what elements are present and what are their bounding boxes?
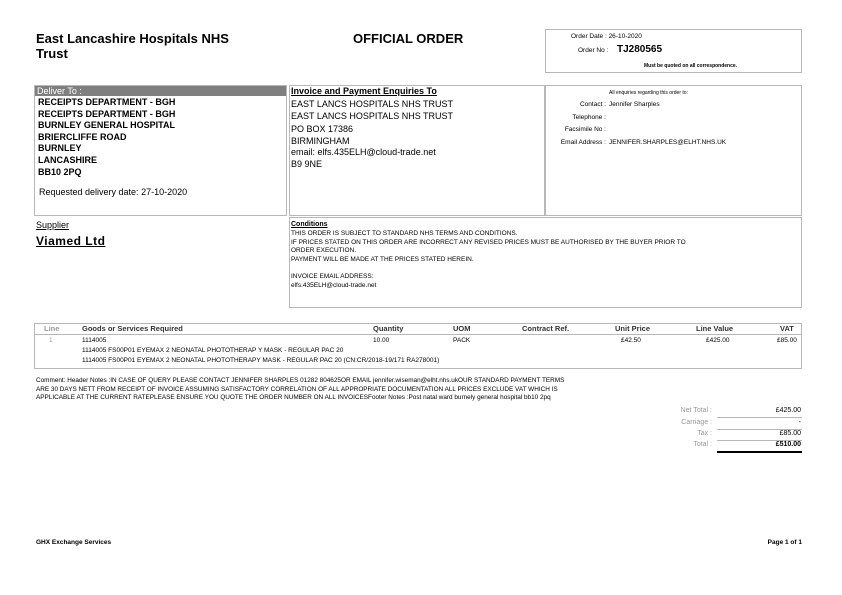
deliver-address	[38, 97, 175, 178]
total-label: Total :	[693, 441, 712, 448]
row-unit-price: £42.50	[621, 337, 641, 344]
supplier-heading: Supplier	[36, 220, 70, 230]
supplier-name: Viamed Ltd	[36, 234, 106, 248]
deliver-to-heading: Deliver To :	[37, 86, 82, 96]
col-unit-price: Unit Price	[615, 324, 651, 333]
conditions-heading: Conditions	[291, 221, 328, 228]
conditions-line	[291, 264, 686, 273]
contact-label: Contact :	[579, 101, 606, 108]
row-item-code: 1114005	[82, 337, 107, 344]
col-line-value: Line Value	[696, 324, 734, 333]
col-contract: Contract Ref.	[522, 324, 570, 333]
table-header-row	[35, 324, 801, 335]
order-date: Order Date : 26-10-2020	[571, 33, 642, 40]
row-uom: PACK	[453, 337, 471, 344]
document-title: OFFICIAL ORDER	[353, 31, 464, 46]
invoice-line: PO BOX 17386	[291, 124, 354, 135]
comment-line: APPLICABLE AT THE CURRENT RATEPLEASE ENSURE YOU QUOTE THE ORDER NUMBER ON ALL INVOICESFooter Notes :Post natal ward burnely general hospital bb10 2pq	[36, 394, 551, 402]
organisation-name-line1: East Lancashire Hospitals NHS	[36, 31, 229, 46]
deliver-to-box	[34, 85, 287, 216]
invoice-line: email: elfs.435ELH@cloud-trade.net	[291, 147, 436, 158]
comment-line: ARE 30 DAYS NETT FROM RECEIPT OF INVOICE ASSUMING SATISFACTORY CORRELATION OF ALL APPROPRIATE DOCUMENTATION ALL PRICES EXCLUDE VAT WHICH IS	[36, 385, 558, 393]
enquiries-note: All enquiries regarding this order to:	[609, 90, 688, 96]
organisation-name-line2: Trust	[36, 46, 68, 61]
row-vat: £85.00	[777, 337, 797, 344]
quote-note: Must be quoted on all correspondence.	[644, 63, 738, 69]
telephone-label: Telephone :	[572, 114, 606, 121]
row-line-number: 1	[49, 337, 53, 344]
tax-value: £85.00	[779, 430, 801, 437]
invoice-line: EAST LANCS HOSPITALS NHS TRUST	[291, 99, 454, 109]
invoice-line: B9 9NE	[291, 158, 323, 169]
row-line-value: £425.00	[706, 337, 730, 344]
col-line: Line	[44, 324, 60, 333]
conditions-line: IF PRICES STATED ON THIS ORDER ARE INCORRECT ANY REVISED PRICES MUST BE AUTHORISED BY THE BUYER PRIOR TO	[291, 238, 686, 246]
contact-value: Jennifer Sharples	[609, 101, 660, 108]
deliver-line: BURNLEY GENERAL HOSPITAL	[38, 120, 176, 131]
order-number: TJ280565	[617, 44, 663, 55]
total-value: £510.00	[775, 441, 801, 448]
col-quantity: Quantity	[373, 324, 404, 333]
organisation-name	[36, 31, 296, 61]
email-value: JENNIFER.SHARPLES@ELHT.NHS.UK	[609, 139, 727, 146]
invoice-line: EAST LANCS HOSPITALS NHS TRUST	[291, 110, 454, 121]
fax-label: Facsimile No :	[564, 126, 606, 133]
invoice-heading: Invoice and Payment Enquiries To	[291, 86, 437, 96]
carriage-label: Carriage :	[681, 419, 712, 426]
conditions-line: THIS ORDER IS SUBJECT TO STANDARD NHS TERMS AND CONDITIONS.	[291, 230, 518, 237]
footer-page-number: Page 1 of 1	[767, 539, 802, 546]
deliver-line: LANCASHIRE	[38, 154, 98, 165]
deliver-line: BURNLEY	[38, 143, 82, 154]
total-divider	[717, 451, 802, 453]
col-uom: UOM	[453, 324, 471, 333]
tax-label: Tax :	[697, 430, 712, 437]
conditions-box	[289, 217, 802, 308]
deliver-line: BB10 2PQ	[38, 166, 82, 177]
order-number-label: Order No :	[578, 47, 609, 54]
deliver-line: RECEIPTS DEPARTMENT - BGH	[38, 108, 176, 119]
table-row	[35, 336, 801, 368]
footer-left: GHX Exchange Services	[36, 539, 112, 546]
email-label: Email Address :	[560, 139, 606, 146]
conditions-line: INVOICE EMAIL ADDRESS:	[291, 272, 374, 280]
conditions-line: ORDER EXECUTION.	[291, 247, 357, 255]
deliver-line: RECEIPTS DEPARTMENT - BGH	[38, 97, 176, 107]
invoice-line: BIRMINGHAM	[291, 135, 350, 146]
items-table	[34, 323, 802, 369]
row-description: 1114005 FS00P01 EYEMAX 2 NEONATAL PHOTOTHERAPY MASK - REGULAR PAC 20 (CN:CR/2018-19/171 RA278001)	[82, 357, 440, 364]
comment-line: Comment: Header Notes :IN CASE OF QUERY PLEASE CONTACT JENNIFER SHARPLES 01282 804625OR EMAIL jennifer.wiseman@elht.nhs.ukOUR STANDARD PAYMENT TERMS	[36, 377, 565, 384]
requested-delivery-date: Requested delivery date: 27-10-2020	[39, 187, 188, 197]
net-total-value: £425.00	[775, 407, 801, 414]
invoice-box	[289, 85, 545, 216]
enquiries-box	[545, 85, 802, 216]
row-description: 1114005 FS00P01 EYEMAX 2 NEONATAL PHOTOTHERAP Y MASK - REGULAR PAC 20	[82, 347, 344, 354]
carriage-value: -	[798, 419, 801, 426]
net-total-label: Net Total :	[680, 407, 712, 414]
row-quantity: 10.00	[373, 337, 390, 344]
invoice-address	[291, 99, 453, 171]
conditions-line: PAYMENT WILL BE MADE AT THE PRICES STATED HEREIN.	[291, 255, 474, 263]
deliver-line: BRIERCLIFFE ROAD	[38, 131, 127, 142]
order-info-box	[545, 29, 802, 73]
col-vat: VAT	[780, 324, 794, 333]
conditions-text	[291, 230, 686, 290]
col-goods: Goods or Services Required	[82, 324, 183, 333]
comment-block	[36, 377, 802, 403]
conditions-line: elfs.435ELH@cloud-trade.net	[291, 281, 377, 289]
